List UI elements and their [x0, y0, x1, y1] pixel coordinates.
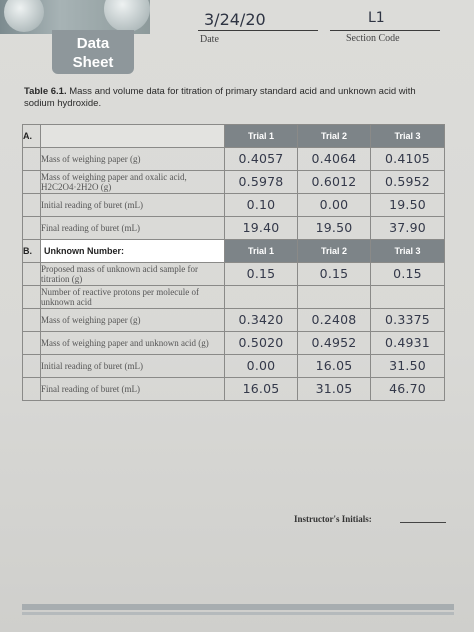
cell-value: 16.05 [242, 381, 280, 396]
cell-value: 0.4064 [311, 151, 357, 166]
table-row [23, 263, 445, 286]
row-label: Initial reading of buret (mL) [41, 194, 225, 217]
header-blank-cell [41, 125, 225, 148]
cell-value: 16.05 [315, 358, 353, 373]
data-sheet-tab [52, 30, 134, 74]
date-line [198, 30, 318, 31]
section-b-letter: B. [23, 240, 41, 263]
table-caption-text: Mass and volume data for titration of primary standard acid and unknown acid with sodium hydroxide. [24, 86, 416, 109]
cell-value: 0.2408 [311, 312, 357, 327]
table-caption-number: Table 6.1. [24, 86, 67, 97]
row-label: Mass of weighing paper (g) [41, 148, 225, 171]
section-a-letter: A. [23, 125, 41, 148]
row-label: Number of reactive protons per molecule of unknown acid [41, 286, 225, 309]
unknown-number-label: Unknown Number: [41, 240, 225, 263]
cell-value: 0.15 [246, 266, 276, 281]
table-row [23, 217, 445, 240]
cell-value: 0.5978 [238, 174, 284, 189]
footer-bar-secondary [22, 612, 454, 615]
footer-bar [22, 604, 454, 610]
row-label: Mass of weighing paper (g) [41, 309, 225, 332]
row-label: Final reading of buret (mL) [41, 378, 225, 401]
cell-value: 0.4952 [311, 335, 357, 350]
column-header-trial-3: Trial 3 [371, 125, 445, 148]
table-row [23, 286, 445, 309]
cell-value: 19.50 [315, 220, 353, 235]
cell-value: 0.5952 [385, 174, 430, 189]
cell-value: 0.6012 [311, 174, 357, 189]
column-header-trial-1: Trial 1 [225, 240, 298, 263]
row-label: Mass of weighing paper and oxalic acid, H2C2O4·2H2O (g) [41, 171, 225, 194]
cell-value: 0.4057 [238, 151, 284, 166]
cell-value: 46.70 [389, 381, 426, 396]
instructor-initials-label: Instructor's Initials: [294, 514, 372, 524]
table-row [23, 332, 445, 355]
cell-value: 31.50 [389, 358, 426, 373]
date-label: Date [200, 34, 219, 45]
header-photo [0, 0, 150, 34]
cell-value: 19.50 [389, 197, 426, 212]
cell-value: 0.00 [319, 197, 349, 212]
column-header-trial-2: Trial 2 [298, 240, 371, 263]
table-caption [24, 86, 444, 110]
section-code-label: Section Code [346, 33, 400, 44]
cell-value: 0.5020 [238, 335, 284, 350]
cell-value: 31.05 [315, 381, 353, 396]
table-row [23, 171, 445, 194]
table-row [23, 148, 445, 171]
tab-title-line1: Data [76, 35, 110, 52]
section-code-value: L1 [368, 10, 385, 26]
column-header-trial-3: Trial 3 [371, 240, 445, 263]
cell-value: 0.3375 [385, 312, 430, 327]
row-label: Mass of weighing paper and unknown acid (g) [41, 332, 225, 355]
row-label: Final reading of buret (mL) [41, 217, 225, 240]
titration-data-table [22, 124, 445, 401]
flask-image [104, 0, 150, 32]
column-header-trial-1: Trial 1 [225, 125, 298, 148]
table-row [23, 194, 445, 217]
section-a-header-row [23, 125, 445, 148]
date-value: 3/24/20 [204, 10, 266, 29]
cell-value: 0.3420 [238, 312, 284, 327]
row-label: Proposed mass of unknown acid sample for titration (g) [41, 263, 225, 286]
flask-image [4, 0, 44, 32]
cell-value: 19.40 [242, 220, 280, 235]
column-header-trial-2: Trial 2 [298, 125, 371, 148]
cell-value: 0.4105 [385, 151, 430, 166]
row-label: Initial reading of buret (mL) [41, 355, 225, 378]
section-b-header-row [23, 240, 445, 263]
cell-value: 0.4931 [385, 335, 430, 350]
cell-value: 37.90 [389, 220, 426, 235]
table-row [23, 309, 445, 332]
tab-title-line2: Sheet [72, 54, 114, 71]
section-code-line [330, 30, 440, 31]
table-row [23, 355, 445, 378]
cell-value: 0.10 [246, 197, 276, 212]
cell-value: 0.15 [393, 266, 422, 281]
cell-value: 0.15 [319, 266, 349, 281]
cell-value: 0.00 [246, 358, 276, 373]
instructor-initials-line [400, 522, 446, 523]
table-row [23, 378, 445, 401]
